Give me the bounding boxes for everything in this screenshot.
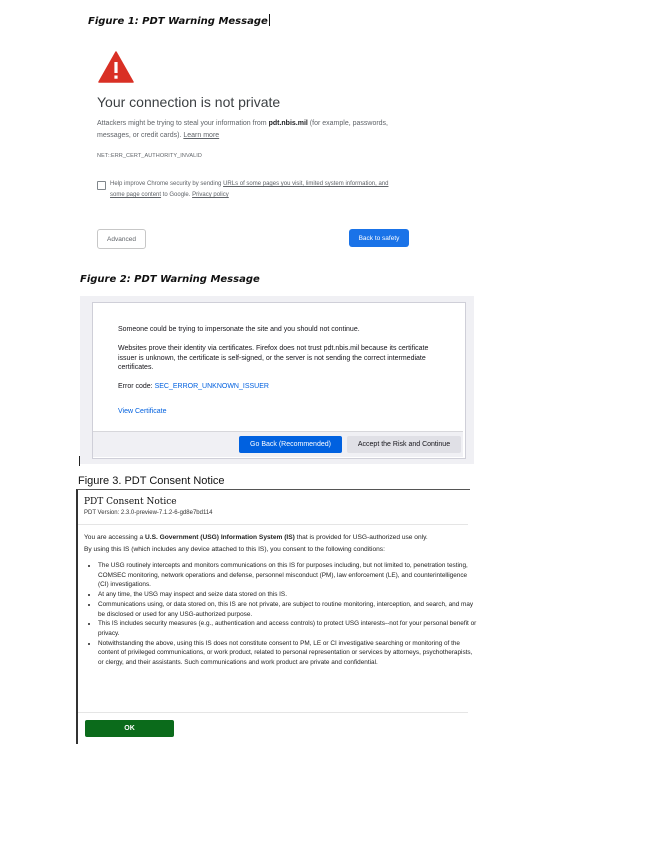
figure3-caption: Figure 3. PDT Consent Notice [78,475,225,487]
ok-button[interactable]: OK [85,720,174,737]
list-item: • This IS includes security measures (e.g., authentication and access controls) to protect USG interests--not for your personal benefit or privacy. [98,619,478,638]
connection-body: Attackers might be trying to steal your information from pdt.nbis.mil (for example, passwords, messages, or credit cards). Learn more [97,120,389,139]
learn-more-link[interactable]: Learn more [183,132,220,139]
figure1-caption: Figure 1: PDT Warning Message [88,16,268,27]
privacy-policy-link[interactable]: Privacy policy [192,192,229,198]
consent-intro-2: By using this IS (which includes any device attached to this IS), you consent to the following conditions: [84,546,385,553]
back-to-safety-button[interactable]: Back to safety [349,229,409,247]
list-item: • The USG routinely intercepts and monitors communications on this IS for purposes including, but not limited to, penetration testing, COMSEC monitoring, network operations and defense, personnel misconduct (PM), law enforcement (LE), and counterintelligence (CI) investigations. [98,561,478,590]
domain-name: pdt.nbis.mil [268,120,308,127]
footer-divider [78,712,468,713]
view-certificate-link[interactable]: View Certificate [118,408,167,415]
warning-triangle-icon [98,51,134,83]
figure2-caption: Figure 2: PDT Warning Message [80,274,260,285]
header-divider [78,524,468,525]
help-improve-text: Help improve Chrome security by sending URLs of some pages you visit, limited system information, and some page content to Google. Privacy policy [110,181,389,198]
error-code-link[interactable]: SEC_ERROR_UNKNOWN_ISSUER [154,383,269,390]
list-item: • Communications using, or data stored on, this IS are not private, are subject to routine monitoring, interception, and search, and may be disclosed or used for any USG-authorized purpose. [98,600,478,619]
urls-link[interactable]: URLs of some pages you visit, limited system information, and some page content [110,181,389,198]
help-improve-checkbox[interactable] [97,181,106,190]
connection-heading: Your connection is not private [97,94,281,110]
firefox-error-line: Error code: SEC_ERROR_UNKNOWN_ISSUER [118,383,269,390]
go-back-button[interactable]: Go Back (Recommended) [239,436,342,453]
consent-intro: You are accessing a U.S. Government (USG) Information System (IS) that is provided for USG-authorized use only. [84,534,428,541]
consent-conditions-list [84,561,478,668]
list-item: • At any time, the USG may inspect and seize data stored on this IS. [98,590,478,600]
accept-risk-button[interactable]: Accept the Risk and Continue [347,436,461,453]
certificate-explanation: Websites prove their identity via certificates. Firefox does not trust pdt.nbis.mil because its certificate issuer is unknown, the certificate is self-signed, or the server is not sending the correct intermediate certificates. [118,345,429,371]
text-cursor [269,14,270,26]
list-item: • Notwithstanding the above, using this IS does not constitute consent to PM, LE or CI investigative searching or monitoring of the content of privileged communications, or work product, related to personal representation or services by attorneys, psychotherapists, or clergy, and their assistants. Such communications and work product are private and confidential. [98,639,478,668]
consent-title: PDT Consent Notice [84,497,177,507]
impersonate-text: Someone could be trying to impersonate the site and you should not continue. [118,326,360,333]
text-cursor [79,456,80,466]
chrome-error-code: NET::ERR_CERT_AUTHORITY_INVALID [97,153,202,159]
advanced-button[interactable]: Advanced [97,229,146,249]
pdt-version: PDT Version: 2.3.0-preview-7.1.2-6-gd8e7bd114 [84,510,213,516]
